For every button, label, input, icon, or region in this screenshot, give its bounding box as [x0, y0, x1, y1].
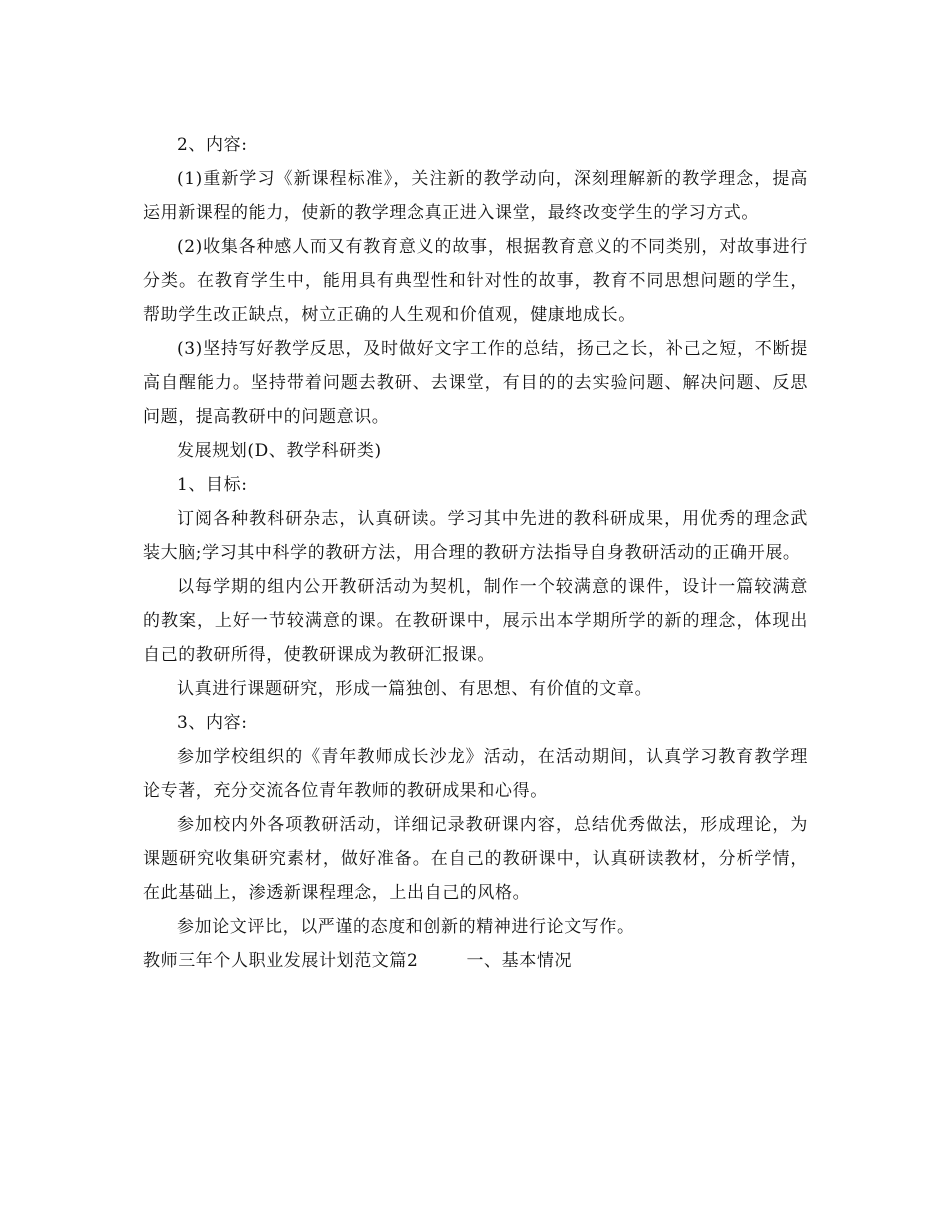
paragraph-content-2: 参加校内外各项教研活动，详细记录教研课内容，总结优秀做法，形成理论，为课题研究收集研究素材，做好准备。在自己的教研课中，认真研读教材，分析学情，在此基础上，渗透新课程理念，上出自己的风格。: [143, 815, 808, 903]
paragraph-content-3: 参加论文评比，以严谨的态度和创新的精神进行论文写作。: [177, 917, 635, 937]
paragraph-goal-3: 认真进行课题研究，形成一篇独创、有思想、有价值的文章。: [177, 679, 653, 699]
article-title: 教师三年个人职业发展计划范文篇2: [143, 951, 419, 971]
section-heading-basic: 一、基本情况: [466, 951, 573, 971]
paragraph-goal-heading: 1、目标:: [177, 475, 248, 495]
paragraph-goal-1: 订阅各种教科研杂志，认真研读。学习其中先进的教科研成果，用优秀的理念武装大脑;学习其中科学的教研方法，用合理的教研方法指导自身教研活动的正确开展。: [143, 509, 808, 563]
paragraph-goal-2: 以每学期的组内公开教研活动为契机，制作一个较满意的课件，设计一篇较满意的教案，上好一节较满意的课。在教研课中，展示出本学期所学的新的理念，体现出自己的教研所得，使教研课成为教研汇报课。: [143, 577, 808, 665]
paragraph-item-3: (3)坚持写好教学反思，及时做好文字工作的总结，扬己之长，补己之短，不断提高自醒能力。坚持带着问题去教研、去课堂，有目的的去实验问题、解决问题、反思问题，提高教研中的问题意识。: [143, 339, 808, 427]
paragraph-item-2: (2)收集各种感人而又有教育意义的故事，根据教育意义的不同类别，对故事进行分类。在教育学生中，能用具有典型性和针对性的故事，教育不同思想问题的学生，帮助学生改正缺点，树立正确的人生观和价值观，健康地成长。: [143, 237, 808, 325]
paragraph-content-1: 参加学校组织的《青年教师成长沙龙》活动，在活动期间，认真学习教育教学理论专著，充分交流各位青年教师的教研成果和心得。: [143, 747, 808, 801]
document-body: [143, 128, 808, 978]
paragraph-item-1: (1)重新学习《新课程标准》，关注新的教学动向，深刻理解新的教学理念，提高运用新课程的能力，使新的教学理念真正进入课堂，最终改变学生的学习方式。: [143, 169, 808, 223]
paragraph-content-heading-2: 3、内容:: [177, 713, 248, 733]
section-heading-research: 发展规划(D、教学科研类): [177, 441, 382, 461]
article-title-line: [143, 944, 808, 978]
paragraph-content-heading: 2、内容:: [177, 135, 248, 155]
